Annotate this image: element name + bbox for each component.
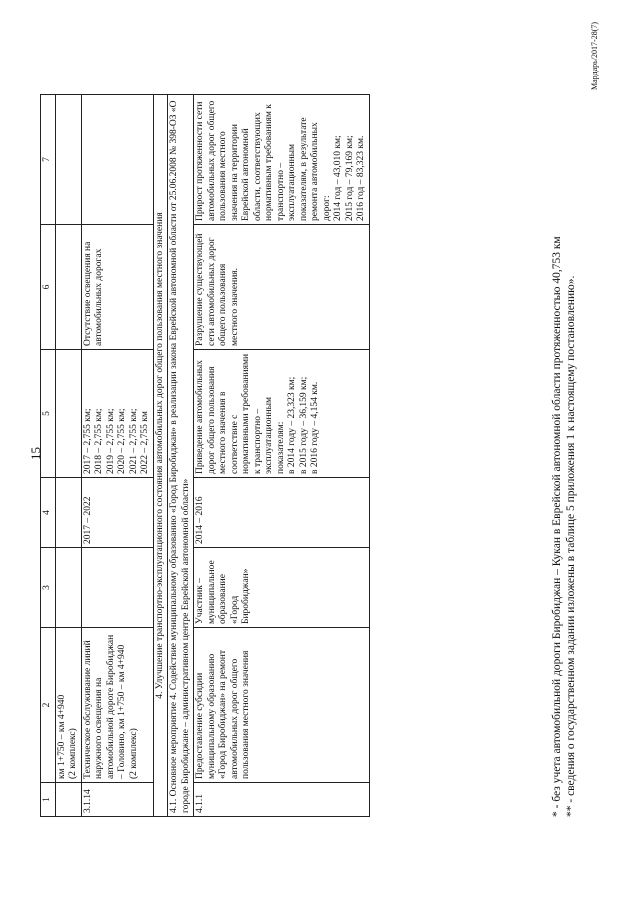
col-num-3: 3 <box>41 548 56 628</box>
col-num-4: 4 <box>41 478 56 548</box>
col-num-7: 7 <box>41 95 56 225</box>
continuation-name: км 1+750 – км 4+940 (2 комплекс) <box>55 628 81 783</box>
measures-table <box>40 94 370 817</box>
row-3-1-14-participant <box>81 548 153 628</box>
row-4-1-1-participant: Участник – муниципальное образование «Город Биробиджан» <box>194 548 370 628</box>
row-3-1-14-consequences: Отсутствие освещения на автомобильных дорогах <box>81 225 153 350</box>
row-3-1-14-indicator <box>81 95 153 225</box>
measure-4-1-row <box>168 95 194 817</box>
section-4-title: 4. Улучшение транспортно-эксплуатационного состояния автомобильных дорог общего пользования местного значения <box>153 95 168 817</box>
footnote-1: * - без учета автомобильной дороги Биробиджан – Кукан в Еврейской автономной области протяженностью 40,753 км <box>551 236 563 817</box>
col-num-1: 1 <box>41 783 56 817</box>
col-num-2: 2 <box>41 628 56 783</box>
row-3-1-14-name: Техническое обслуживание линий наружного освещения на автомобильной дороге Биробиджан – Головино, км 1+750 – км 4+940 (2 комплекс) <box>81 628 153 783</box>
row-3-1-14-result: 2017 – 2,755 км; 2018 – 2,755 км; 2019 – 2,755 км; 2020 – 2,755 км; 2021 – 2,755 км; 2022 – 2,755 км <box>81 350 153 478</box>
footnotes <box>550 77 578 817</box>
row-4-1-1-period: 2014 – 2016 <box>194 478 370 548</box>
continuation-row <box>55 95 81 817</box>
page-number: 15 <box>28 447 43 460</box>
row-3-1-14 <box>81 95 153 817</box>
measure-4-1-title: 4.1. Основное мероприятие 4. Содействие муниципальному образованию «Город Биробиджан» в реализации закона Еврейской автономной области от 25.06.2008 № 398-ОЗ «О городе Биробиджане – административном центре Еврейской автономной области» <box>168 95 194 817</box>
row-4-1-1-consequences: Разрушение существующей сети автомобильных дорог общего пользования местного значения. <box>194 225 370 350</box>
row-3-1-14-period: 2017 – 2022 <box>81 478 153 548</box>
row-4-1-1-name: Предоставление субсидии муниципальному образованию «Город Биробиджан» на ремонт автомобильных дорог общего пользования местного значения <box>194 628 370 783</box>
row-4-1-1-number: 4.1.1 <box>194 783 370 817</box>
row-4-1-1-indicator: Прирост протяженности сети автомобильных дорог общего пользования местного значения на территории Еврейской автономной области, соответствующих нормативным требованиям к транспортно – эксплуатационным показателям, в результате ремонта автомобильных дорог: 2014 год – 43,010 км; 2015 год – 79,169 км; 2016 год – 83,323 км. <box>194 95 370 225</box>
column-number-row <box>41 95 56 817</box>
row-4-1-1 <box>194 95 370 817</box>
col-num-6: 6 <box>41 225 56 350</box>
row-3-1-14-number: 3.1.14 <box>81 783 153 817</box>
row-4-1-1-result: Приведение автомобильных дорог общего пользования местного значения в соответствие с нормативными требованиями к транспортно – эксплуатационным показателям: в 2014 году – 23,323 км; в 2015 году – 36,159 км; в 2016 году – 4,154 км. <box>194 350 370 478</box>
section-4-row <box>153 95 168 817</box>
col-num-5: 5 <box>41 350 56 478</box>
footnote-2: ** - сведения о государственном задании изложены в таблице 5 приложения 1 к настоящему постановлению». <box>565 275 577 817</box>
footer-code: Мардарь/2017-28(7) <box>590 21 599 90</box>
